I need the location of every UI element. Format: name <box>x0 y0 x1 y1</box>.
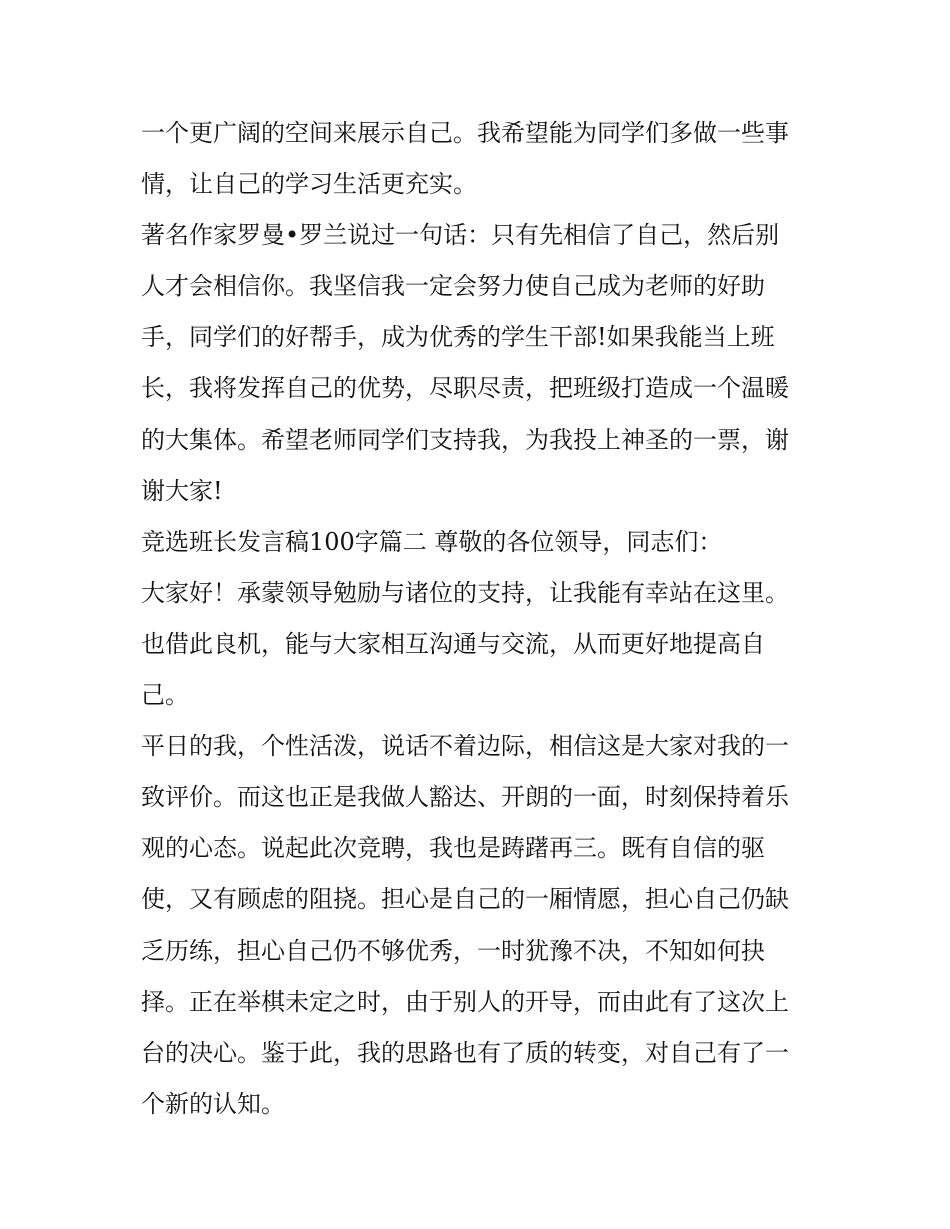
text-line: 人才会相信你。我坚信我一定会努力使自己成为老师的好助 <box>141 272 765 301</box>
text-line: 也借此良机，能与大家相互沟通与交流，从而更好地提高自 <box>141 629 765 658</box>
text-line: 的大集体。希望老师同学们支持我，为我投上神圣的一票，谢 <box>141 425 789 454</box>
text-line: 个新的认知。 <box>141 1089 285 1118</box>
text-line: 己。 <box>141 681 189 710</box>
text-line: 大家好！承蒙领导勉励与诸位的支持，让我能有幸站在这里。 <box>141 578 789 607</box>
text-line: 著名作家罗曼•罗兰说过一句话：只有先相信了自己，然后别 <box>141 221 780 250</box>
text-line: 致评价。而这也正是我做人豁达、开朗的一面，时刻保持着乐 <box>141 783 789 812</box>
text-line: 手，同学们的好帮手，成为优秀的学生干部!如果我能当上班 <box>141 323 775 352</box>
text-line: 台的决心。鉴于此，我的思路也有了质的转变，对自己有了一 <box>141 1038 789 1067</box>
section-heading-line: 竞选班长发言稿100字篇二 尊敬的各位领导，同志们： <box>141 527 723 556</box>
text-line: 观的心态。说起此次竞聘，我也是踌躇再三。既有自信的驱 <box>141 834 765 863</box>
text-line: 使，又有顾虑的阻挠。担心是自己的一厢情愿，担心自己仍缺 <box>141 885 789 914</box>
text-line: 长，我将发挥自己的优势，尽职尽责，把班级打造成一个温暖 <box>141 374 789 403</box>
text-line: 一个更广阔的空间来展示自己。我希望能为同学们多做一些事 <box>141 119 789 147</box>
text-line: 平日的我，个性活泼，说话不着边际，相信这是大家对我的一 <box>141 732 789 761</box>
text-line: 情，让自己的学习生活更充实。 <box>141 170 477 199</box>
text-line: 乏历练，担心自己仍不够优秀，一时犹豫不决，不知如何抉 <box>141 936 765 965</box>
text-line: 谢大家! <box>141 476 223 505</box>
document-body <box>141 108 831 1130</box>
text-line: 择。正在举棋未定之时，由于别人的开导，而由此有了这次上 <box>141 987 789 1016</box>
